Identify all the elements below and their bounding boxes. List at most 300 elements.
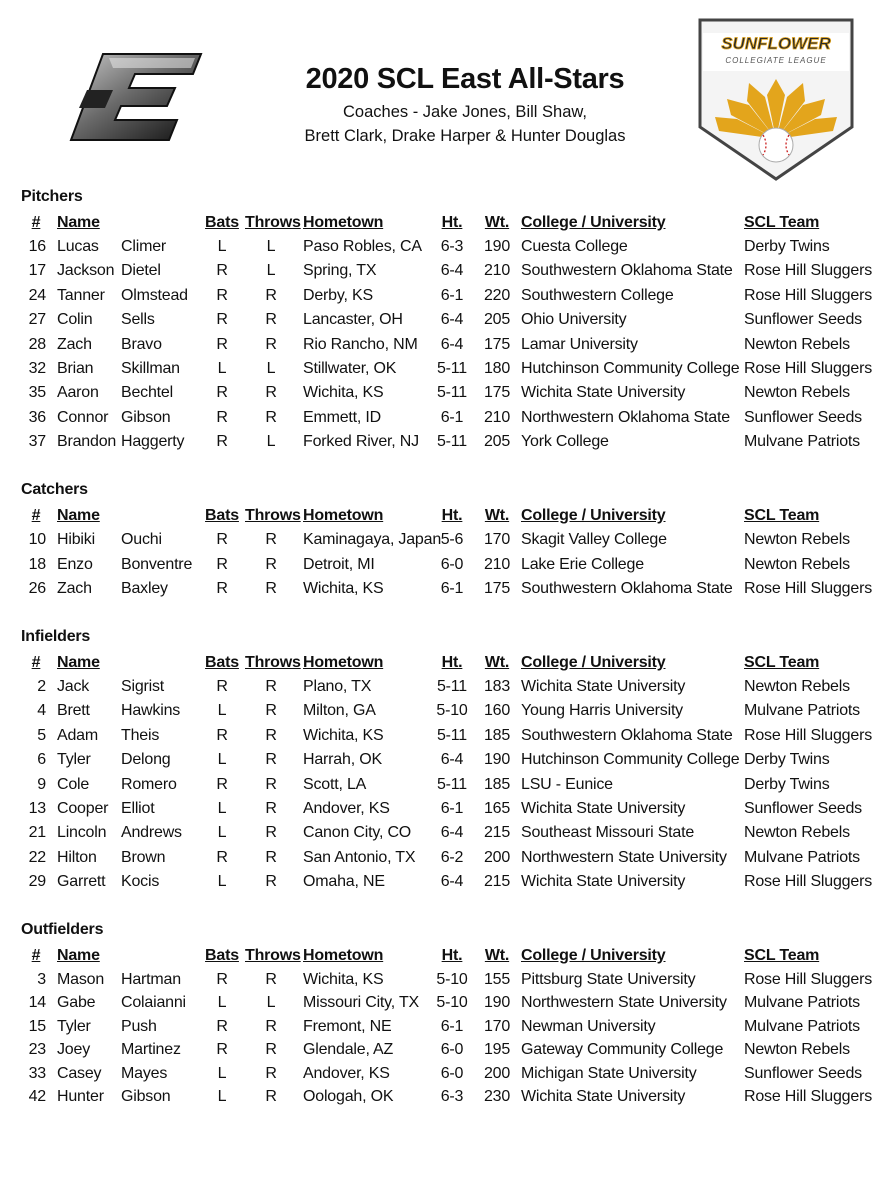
cell-team: Sunflower Seeds xyxy=(744,408,862,426)
column-header-team: SCL Team xyxy=(744,507,820,524)
table-row xyxy=(0,406,893,430)
cell-first: Joey xyxy=(57,1041,90,1059)
cell-throws: R xyxy=(265,824,277,842)
cell-bats: R xyxy=(216,286,228,304)
cell-first: Jack xyxy=(57,678,90,695)
cell-last: Romero xyxy=(121,775,177,793)
cell-last: Hartman xyxy=(121,971,181,988)
cell-college: Wichita State University xyxy=(521,800,686,817)
section-title-catchers: Catchers xyxy=(21,481,88,498)
column-header-num: # xyxy=(31,507,41,524)
cell-last: Hawkins xyxy=(121,702,181,720)
column-header-wt: Wt. xyxy=(484,214,510,231)
cell-bats: R xyxy=(216,971,228,988)
cell-num: 5 xyxy=(37,726,46,744)
column-header-ht: Ht. xyxy=(441,214,463,231)
cell-college: Hutchinson Community College xyxy=(521,360,740,377)
column-header-throws: Throws xyxy=(245,507,301,524)
cell-num: 36 xyxy=(28,408,46,426)
cell-throws: R xyxy=(265,1088,277,1105)
cell-throws: R xyxy=(265,384,277,402)
cell-num: 26 xyxy=(28,580,46,597)
cell-bats: L xyxy=(217,238,227,255)
cell-team: Mulvane Patriots xyxy=(744,702,860,720)
cell-num: 2 xyxy=(37,678,46,695)
cell-last: Andrews xyxy=(121,824,182,842)
cell-num: 18 xyxy=(28,555,46,573)
cell-throws: R xyxy=(265,678,277,695)
cell-last: Ouchi xyxy=(121,531,162,548)
cell-first: Garrett xyxy=(57,873,106,891)
column-header-bats: Bats xyxy=(205,654,239,671)
cell-college: LSU - Eunice xyxy=(521,775,613,793)
cell-throws: R xyxy=(265,531,277,548)
sunflower-league-logo xyxy=(697,17,855,182)
cell-first: Brian xyxy=(57,360,94,377)
cell-throws: R xyxy=(265,286,277,304)
cell-hometown: Lancaster, OH xyxy=(303,311,403,329)
cell-college: Southeast Missouri State xyxy=(521,824,695,842)
cell-ht: 5-10 xyxy=(436,971,468,988)
column-header-throws: Throws xyxy=(245,654,301,671)
cell-bats: L xyxy=(217,800,227,817)
cell-last: Push xyxy=(121,1017,157,1035)
column-header-college: College / University xyxy=(521,947,666,964)
cell-last: Climer xyxy=(121,238,167,255)
cell-wt: 215 xyxy=(483,873,511,891)
table-row xyxy=(0,724,893,748)
cell-bats: R xyxy=(216,1017,228,1035)
coaches-line-1: Coaches - Jake Jones, Bill Shaw, xyxy=(343,103,587,121)
cell-ht: 6-0 xyxy=(440,1041,464,1059)
cell-last: Bonventre xyxy=(121,555,193,573)
cell-hometown: Wichita, KS xyxy=(303,580,384,597)
cell-bats: L xyxy=(217,1064,227,1082)
cell-first: Cole xyxy=(57,775,90,793)
cell-bats: R xyxy=(216,311,228,329)
cell-throws: L xyxy=(266,360,276,377)
cell-team: Newton Rebels xyxy=(744,384,850,402)
cell-ht: 6-1 xyxy=(440,1017,464,1035)
column-header-bats: Bats xyxy=(205,507,239,524)
cell-college: Wichita State University xyxy=(521,1088,686,1105)
table-header-infielders xyxy=(0,651,893,675)
table-row xyxy=(0,846,893,870)
table-row xyxy=(0,333,893,357)
cell-ht: 5-10 xyxy=(436,702,468,720)
cell-bats: R xyxy=(216,726,228,744)
table-row xyxy=(0,773,893,797)
column-header-ht: Ht. xyxy=(441,507,463,524)
cell-throws: L xyxy=(266,238,276,255)
table-row xyxy=(0,577,893,601)
page-title: 2020 SCL East All-Stars xyxy=(305,63,625,95)
cell-team: Rose Hill Sluggers xyxy=(744,1088,873,1105)
cell-ht: 6-3 xyxy=(440,238,464,255)
cell-last: Elliot xyxy=(121,800,155,817)
cell-college: Southwestern Oklahoma State xyxy=(521,726,733,744)
cell-last: Gibson xyxy=(121,408,171,426)
cell-last: Delong xyxy=(121,751,171,769)
cell-bats: R xyxy=(216,408,228,426)
cell-wt: 175 xyxy=(483,335,511,353)
cell-team: Newton Rebels xyxy=(744,824,850,842)
section-title-pitchers: Pitchers xyxy=(21,188,83,205)
table-row xyxy=(0,748,893,772)
cell-ht: 6-1 xyxy=(440,800,464,817)
cell-throws: L xyxy=(266,262,276,280)
cell-first: Adam xyxy=(57,726,98,744)
cell-team: Sunflower Seeds xyxy=(744,311,862,329)
cell-team: Derby Twins xyxy=(744,775,830,793)
cell-first: Colin xyxy=(57,311,93,329)
cell-first: Zach xyxy=(57,580,92,597)
cell-num: 21 xyxy=(28,824,46,842)
cell-first: Connor xyxy=(57,408,109,426)
cell-last: Brown xyxy=(121,848,166,866)
column-header-ht: Ht. xyxy=(441,947,463,964)
cell-first: Tyler xyxy=(57,1017,91,1035)
cell-num: 27 xyxy=(28,311,46,329)
cell-throws: R xyxy=(265,848,277,866)
cell-hometown: Scott, LA xyxy=(303,775,367,793)
cell-bats: L xyxy=(217,751,227,769)
cell-first: Hibiki xyxy=(57,531,95,548)
cell-hometown: Detroit, MI xyxy=(303,555,375,573)
cell-wt: 190 xyxy=(483,751,511,769)
cell-ht: 6-2 xyxy=(440,848,464,866)
coaches-line-2: Brett Clark, Drake Harper & Hunter Douglas xyxy=(304,127,626,145)
cell-wt: 190 xyxy=(483,994,511,1012)
cell-hometown: San Antonio, TX xyxy=(303,848,416,866)
table-row xyxy=(0,870,893,894)
cell-num: 22 xyxy=(28,848,46,866)
cell-hometown: Rio Rancho, NM xyxy=(303,335,418,353)
cell-college: Newman University xyxy=(521,1017,656,1035)
cell-num: 9 xyxy=(37,775,46,793)
cell-college: Hutchinson Community College xyxy=(521,751,740,769)
cell-num: 6 xyxy=(37,751,46,769)
cell-wt: 175 xyxy=(483,384,511,402)
cell-wt: 205 xyxy=(483,433,511,451)
cell-ht: 5-10 xyxy=(436,994,468,1012)
table-row xyxy=(0,308,893,332)
cell-first: Zach xyxy=(57,335,92,353)
cell-team: Mulvane Patriots xyxy=(744,848,860,866)
section-title-outfielders: Outfielders xyxy=(21,921,104,938)
cell-wt: 200 xyxy=(483,1064,511,1082)
cell-ht: 5-11 xyxy=(436,384,468,402)
cell-first: Lincoln xyxy=(57,824,107,842)
cell-hometown: Wichita, KS xyxy=(303,971,384,988)
table-row xyxy=(0,259,893,283)
table-row xyxy=(0,357,893,381)
cell-wt: 160 xyxy=(483,702,511,720)
cell-throws: R xyxy=(265,311,277,329)
cell-throws: R xyxy=(265,800,277,817)
cell-first: Hilton xyxy=(57,848,97,866)
cell-ht: 6-1 xyxy=(440,408,464,426)
cell-wt: 185 xyxy=(483,726,511,744)
cell-bats: R xyxy=(216,555,228,573)
table-row xyxy=(0,1085,893,1109)
cell-wt: 175 xyxy=(483,580,511,597)
table-row xyxy=(0,821,893,845)
cell-ht: 5-6 xyxy=(440,531,464,548)
column-header-num: # xyxy=(31,214,41,231)
cell-wt: 210 xyxy=(483,408,511,426)
cell-last: Baxley xyxy=(121,580,168,597)
column-header-hometown: Hometown xyxy=(303,947,384,964)
cell-last: Sigrist xyxy=(121,678,165,695)
cell-last: Colaianni xyxy=(121,994,186,1012)
cell-college: Young Harris University xyxy=(521,702,683,720)
column-header-wt: Wt. xyxy=(484,947,510,964)
cell-last: Dietel xyxy=(121,262,161,280)
cell-throws: R xyxy=(265,702,277,720)
cell-wt: 230 xyxy=(483,1088,511,1105)
cell-num: 14 xyxy=(28,994,46,1012)
column-header-college: College / University xyxy=(521,507,666,524)
cell-throws: R xyxy=(265,555,277,573)
table-row xyxy=(0,699,893,723)
cell-wt: 170 xyxy=(483,1017,511,1035)
cell-team: Derby Twins xyxy=(744,751,830,769)
column-header-hometown: Hometown xyxy=(303,507,384,524)
cell-team: Derby Twins xyxy=(744,238,830,255)
column-header-team: SCL Team xyxy=(744,947,820,964)
cell-hometown: Canon City, CO xyxy=(303,824,412,842)
cell-college: Skagit Valley College xyxy=(521,531,667,548)
cell-ht: 6-0 xyxy=(440,555,464,573)
cell-college: Pittsburg State University xyxy=(521,971,696,988)
cell-throws: R xyxy=(265,580,277,597)
cell-last: Sells xyxy=(121,311,155,329)
cell-last: Kocis xyxy=(121,873,160,891)
cell-first: Brandon xyxy=(57,433,117,451)
cell-bats: L xyxy=(217,702,227,720)
cell-last: Gibson xyxy=(121,1088,171,1105)
column-header-team: SCL Team xyxy=(744,654,820,671)
table-row xyxy=(0,991,893,1015)
cell-hometown: Andover, KS xyxy=(303,800,390,817)
cell-num: 16 xyxy=(28,238,46,255)
cell-team: Sunflower Seeds xyxy=(744,1064,862,1082)
cell-num: 23 xyxy=(28,1041,46,1059)
cell-num: 24 xyxy=(28,286,46,304)
column-header-hometown: Hometown xyxy=(303,214,384,231)
cell-wt: 180 xyxy=(483,360,511,377)
cell-throws: R xyxy=(265,971,277,988)
cell-wt: 215 xyxy=(483,824,511,842)
cell-first: Jackson xyxy=(57,262,115,280)
cell-num: 3 xyxy=(37,971,46,988)
cell-ht: 5-11 xyxy=(436,726,468,744)
cell-throws: R xyxy=(265,408,277,426)
cell-throws: R xyxy=(265,1064,277,1082)
column-header-name: Name xyxy=(57,507,100,524)
page-header xyxy=(260,62,670,148)
cell-college: York College xyxy=(521,433,609,451)
cell-bats: R xyxy=(216,678,228,695)
cell-first: Brett xyxy=(57,702,90,720)
cell-team: Rose Hill Sluggers xyxy=(744,873,873,891)
cell-last: Theis xyxy=(121,726,160,744)
cell-college: Southwestern Oklahoma State xyxy=(521,262,733,280)
cell-wt: 185 xyxy=(483,775,511,793)
cell-hometown: Andover, KS xyxy=(303,1064,390,1082)
cell-team: Newton Rebels xyxy=(744,678,850,695)
cell-college: Northwestern State University xyxy=(521,994,727,1012)
cell-college: Michigan State University xyxy=(521,1064,697,1082)
cell-bats: R xyxy=(216,775,228,793)
column-header-hometown: Hometown xyxy=(303,654,384,671)
table-row xyxy=(0,1062,893,1086)
cell-num: 42 xyxy=(28,1088,46,1105)
table-row xyxy=(0,553,893,577)
cell-bats: L xyxy=(217,994,227,1012)
cell-hometown: Harrah, OK xyxy=(303,751,382,769)
cell-bats: L xyxy=(217,1088,227,1105)
cell-team: Newton Rebels xyxy=(744,555,850,573)
cell-bats: R xyxy=(216,848,228,866)
cell-ht: 6-4 xyxy=(440,311,464,329)
cell-college: Southwestern Oklahoma State xyxy=(521,580,733,597)
cell-num: 4 xyxy=(37,702,46,720)
cell-team: Newton Rebels xyxy=(744,335,850,353)
cell-team: Rose Hill Sluggers xyxy=(744,726,873,744)
cell-college: Gateway Community College xyxy=(521,1041,724,1059)
cell-last: Olmstead xyxy=(121,286,188,304)
cell-bats: R xyxy=(216,433,228,451)
cell-wt: 210 xyxy=(483,555,511,573)
cell-num: 35 xyxy=(28,384,46,402)
column-header-num: # xyxy=(31,654,41,671)
cell-num: 15 xyxy=(28,1017,46,1035)
column-header-wt: Wt. xyxy=(484,654,510,671)
cell-hometown: Plano, TX xyxy=(303,678,372,695)
cell-num: 29 xyxy=(28,873,46,891)
table-header-catchers xyxy=(0,504,893,528)
cell-throws: R xyxy=(265,751,277,769)
cell-last: Bechtel xyxy=(121,384,173,402)
cell-team: Rose Hill Sluggers xyxy=(744,971,873,988)
cell-first: Lucas xyxy=(57,238,99,255)
table-row xyxy=(0,284,893,308)
cell-bats: L xyxy=(217,824,227,842)
column-header-throws: Throws xyxy=(245,947,301,964)
cell-wt: 205 xyxy=(483,311,511,329)
cell-bats: L xyxy=(217,873,227,891)
cell-team: Newton Rebels xyxy=(744,531,850,548)
cell-num: 13 xyxy=(28,800,46,817)
cell-bats: R xyxy=(216,262,228,280)
cell-last: Skillman xyxy=(121,360,180,377)
cell-first: Hunter xyxy=(57,1088,104,1105)
table-row xyxy=(0,381,893,405)
cell-bats: R xyxy=(216,580,228,597)
cell-throws: R xyxy=(265,873,277,891)
cell-last: Haggerty xyxy=(121,433,185,451)
cell-hometown: Spring, TX xyxy=(303,262,377,280)
cell-first: Mason xyxy=(57,971,105,988)
logo-text-league: COLLEGIATE LEAGUE xyxy=(725,56,827,65)
cell-hometown: Milton, GA xyxy=(303,702,376,720)
cell-first: Cooper xyxy=(57,800,109,817)
column-header-wt: Wt. xyxy=(484,507,510,524)
cell-hometown: Wichita, KS xyxy=(303,384,384,402)
cell-college: Wichita State University xyxy=(521,678,686,695)
cell-college: Lamar University xyxy=(521,335,638,353)
cell-first: Tyler xyxy=(57,751,91,769)
table-row xyxy=(0,968,893,992)
cell-throws: R xyxy=(265,1017,277,1035)
cell-wt: 195 xyxy=(483,1041,511,1059)
table-row xyxy=(0,797,893,821)
cell-ht: 6-4 xyxy=(440,751,464,769)
cell-num: 33 xyxy=(28,1064,46,1082)
column-header-college: College / University xyxy=(521,214,666,231)
column-header-team: SCL Team xyxy=(744,214,820,231)
table-row xyxy=(0,235,893,259)
table-header-pitchers xyxy=(0,211,893,235)
cell-ht: 6-4 xyxy=(440,824,464,842)
cell-ht: 5-11 xyxy=(436,360,468,377)
cell-bats: L xyxy=(217,360,227,377)
cell-college: Northwestern State University xyxy=(521,848,727,866)
cell-throws: R xyxy=(265,775,277,793)
cell-hometown: Forked River, NJ xyxy=(303,433,419,451)
cell-first: Enzo xyxy=(57,555,93,573)
cell-ht: 6-4 xyxy=(440,262,464,280)
cell-wt: 210 xyxy=(483,262,511,280)
cell-college: Cuesta College xyxy=(521,238,628,255)
cell-hometown: Derby, KS xyxy=(303,286,373,304)
cell-last: Martinez xyxy=(121,1041,181,1059)
column-header-throws: Throws xyxy=(245,214,301,231)
cell-college: Ohio University xyxy=(521,311,627,329)
column-header-ht: Ht. xyxy=(441,654,463,671)
cell-team: Sunflower Seeds xyxy=(744,800,862,817)
cell-college: Lake Erie College xyxy=(521,555,644,573)
cell-throws: R xyxy=(265,726,277,744)
cell-team: Mulvane Patriots xyxy=(744,994,860,1012)
cell-throws: L xyxy=(266,433,276,451)
cell-team: Mulvane Patriots xyxy=(744,433,860,451)
cell-first: Casey xyxy=(57,1064,102,1082)
coaches-info xyxy=(260,100,670,148)
east-e-logo xyxy=(65,50,205,145)
cell-ht: 5-11 xyxy=(436,678,468,695)
cell-ht: 6-1 xyxy=(440,286,464,304)
cell-team: Rose Hill Sluggers xyxy=(744,360,873,377)
column-header-bats: Bats xyxy=(205,947,239,964)
table-header-outfielders xyxy=(0,944,893,968)
cell-bats: R xyxy=(216,531,228,548)
cell-bats: R xyxy=(216,1041,228,1059)
cell-first: Aaron xyxy=(57,384,99,402)
table-row xyxy=(0,528,893,552)
cell-team: Rose Hill Sluggers xyxy=(744,262,873,280)
cell-college: Wichita State University xyxy=(521,384,686,402)
cell-num: 28 xyxy=(28,335,46,353)
cell-num: 37 xyxy=(28,433,46,451)
cell-college: Wichita State University xyxy=(521,873,686,891)
cell-hometown: Stillwater, OK xyxy=(303,360,397,377)
cell-hometown: Fremont, NE xyxy=(303,1017,392,1035)
column-header-name: Name xyxy=(57,214,100,231)
table-row xyxy=(0,675,893,699)
